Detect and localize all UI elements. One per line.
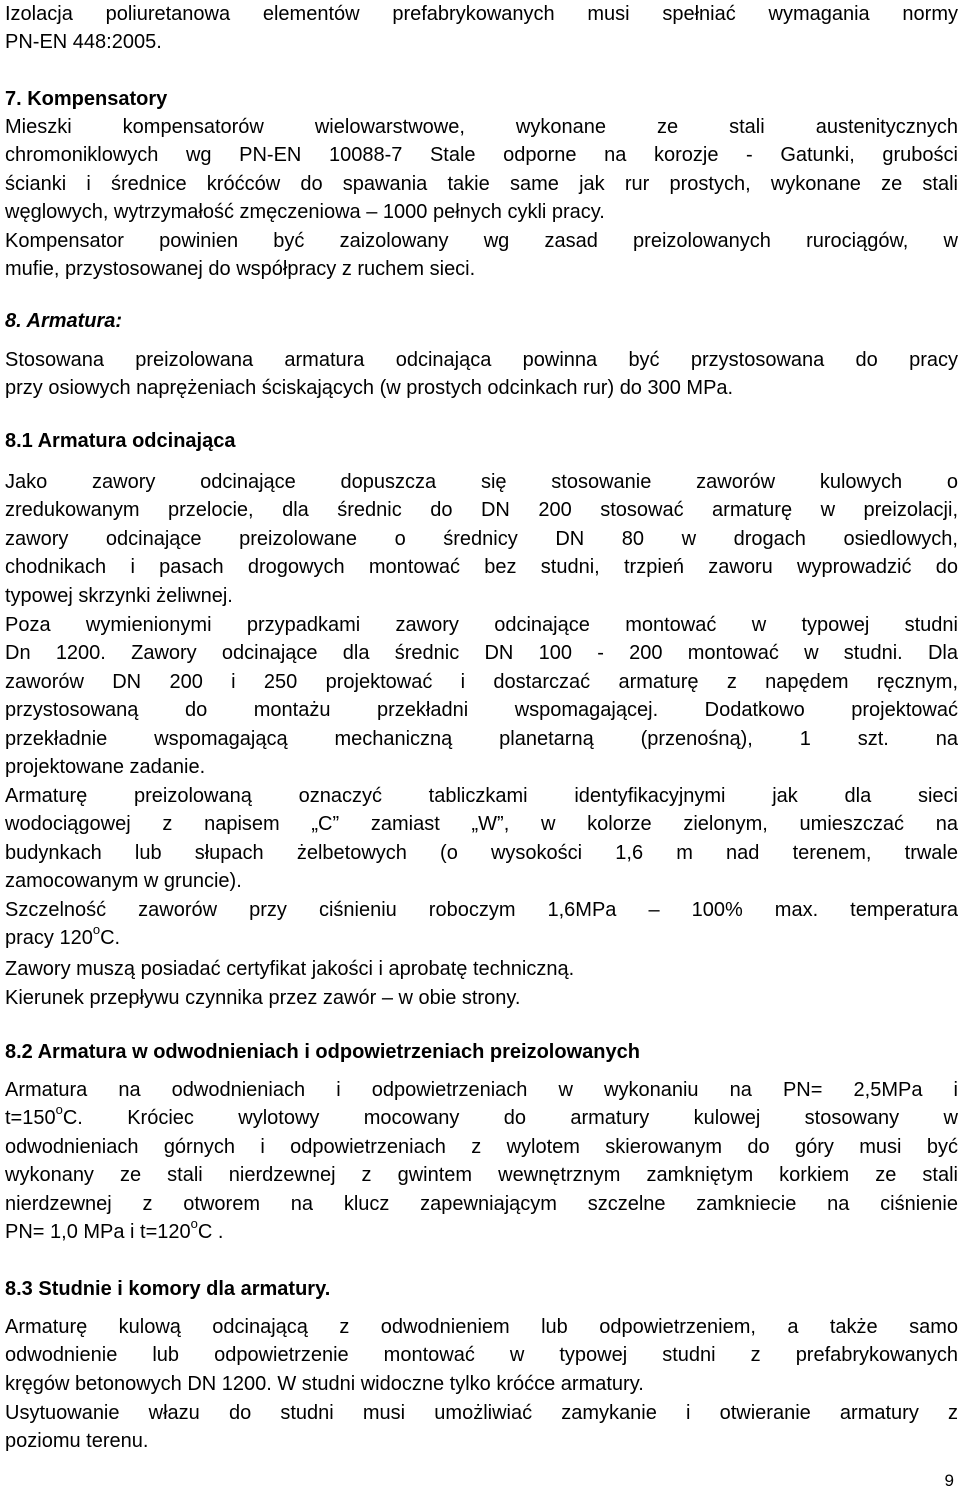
section-8-1-paragraph-3 bbox=[5, 782, 958, 896]
text-line: wykonany ze stali nierdzewnej z gwintem wewnętrznym zamkniętym korkiem ze stali bbox=[5, 1164, 958, 1187]
text-line: Armaturę kulową odcinającą z odwodnieniem lub odpowietrzeniem, a także samo bbox=[5, 1316, 958, 1338]
text-fragment: C. bbox=[100, 927, 121, 950]
text-line: typowej skrzynki żeliwnej. bbox=[5, 584, 233, 607]
text-fragment: PN= 1,0 MPa i t=120 bbox=[5, 1221, 191, 1244]
degree-superscript: o bbox=[55, 1102, 63, 1118]
text-line: Dn 1200. Zawory odcinające dla średnic DN 100 - 200 montować w studni. Dla bbox=[5, 642, 958, 665]
text-line: ścianki i średnice króćców do spawania takie same jak rur prostych, wykonane ze stali bbox=[5, 172, 958, 195]
text-line: zamocowanym w gruncie). bbox=[5, 870, 242, 893]
section-8-1-heading: 8.1 Armatura odcinająca bbox=[5, 430, 236, 452]
section-8-2-heading: 8.2 Armatura w odwodnieniach i odpowietrzeniach preizolowanych bbox=[5, 1041, 640, 1063]
text-line: budynkach lub słupach żelbetowych (o wysokości 1,6 m nad terenem, trwale bbox=[5, 841, 958, 864]
text-line bbox=[5, 1104, 958, 1132]
section-7-paragraph-1 bbox=[5, 113, 958, 227]
text-line: kręgów betonowych DN 1200. W studni widoczne tylko króćce armatury. bbox=[5, 1372, 644, 1395]
section-7-paragraph-2 bbox=[5, 227, 958, 284]
text-line: zredukowanym przelocie, dla średnic do DN 200 stosować armaturę w preizolacji, bbox=[5, 499, 958, 522]
text-line: Armaturę preizolowaną oznaczyć tabliczkami identyfikacyjnymi jak dla sieci bbox=[5, 785, 958, 807]
text-line: projektowane zadanie. bbox=[5, 756, 206, 779]
text-line: Kompensator powinien być zaizolowany wg zasad preizolowanych rurociągów, w bbox=[5, 230, 958, 252]
text-line: mufie, przystosowanej do współpracy z ruchem sieci. bbox=[5, 258, 476, 281]
text-line: Izolacja poliuretanowa elementów prefabrykowanych musi spełniać wymagania normy bbox=[5, 3, 958, 25]
section-8-heading: 8. Armatura: bbox=[5, 310, 123, 332]
degree-superscript: o bbox=[190, 1216, 198, 1232]
page-number: 9 bbox=[944, 1471, 954, 1490]
text-line: Szczelność zaworów przy ciśnieniu roboczym 1,6MPa – 100% max. temperatura bbox=[5, 899, 958, 921]
text-line: Jako zawory odcinające dopuszcza się stosowanie zaworów kulowych o bbox=[5, 471, 958, 493]
text-line: przy osiowych naprężeniach ściskających (w prostych odcinkach rur) do 300 MPa. bbox=[5, 377, 734, 400]
section-8-3-heading: 8.3 Studnie i komory dla armatury. bbox=[5, 1278, 331, 1300]
text-line: nierdzewnej z otworem na klucz zapewniającym szczelne zamkniecie na ciśnienie bbox=[5, 1192, 958, 1215]
text-line: węglowych, wytrzymałość zmęczeniowa – 1000 pełnych cykli pracy. bbox=[5, 201, 605, 224]
section-8-2-paragraph bbox=[5, 1076, 958, 1246]
text-line: przystosowaną do montażu przekładni wspomagającej. Dodatkowo projektować bbox=[5, 699, 958, 722]
degree-superscript: o bbox=[92, 922, 101, 938]
text-line: chodnikach i pasach drogowych montować bez studni, trzpień zaworu wyprowadzić do bbox=[5, 556, 958, 579]
text-line: odwodnieniach górnych i odpowietrzeniach z wylotem skierowanym do góry musi być bbox=[5, 1135, 958, 1158]
text-line: zawory odcinające preizolowane o średnicy DN 80 w drogach osiedlowych, bbox=[5, 527, 958, 550]
text-line: zaworów DN 200 i 250 projektować i dostarczać armaturę z napędem ręcznym, bbox=[5, 670, 958, 693]
text-fragment: C. Króciec wylotowy mocowany do armatury kulowej stosowany w bbox=[62, 1107, 958, 1130]
text-line: odwodnienie lub odpowietrzenie montować w typowej studni z prefabrykowanych bbox=[5, 1344, 958, 1367]
section-8-1-paragraph-6: Kierunek przepływu czynnika przez zawór – w obie strony. bbox=[5, 987, 521, 1009]
text-line: Stosowana preizolowana armatura odcinająca powinna być przystosowana do pracy bbox=[5, 349, 958, 371]
section-8-1-paragraph-4 bbox=[5, 896, 958, 953]
section-7-heading: 7. Kompensatory bbox=[5, 88, 168, 110]
text-line: PN-EN 448:2005. bbox=[5, 31, 162, 54]
text-line: wodociągowej z napisem „C” zamiast „W”, w kolorze zielonym, umieszczać na bbox=[5, 813, 958, 836]
section-8-3-paragraph-1 bbox=[5, 1313, 958, 1398]
text-fragment: C . bbox=[197, 1221, 224, 1244]
intro-paragraph bbox=[5, 0, 958, 57]
text-line: Mieszki kompensatorów wielowarstwowe, wykonane ze stali austenitycznych bbox=[5, 116, 958, 138]
text-fragment: t=150 bbox=[5, 1107, 56, 1130]
section-8-paragraph bbox=[5, 346, 958, 403]
text-line: Armatura na odwodnieniach i odpowietrzeniach w wykonaniu na PN= 2,5MPa i bbox=[5, 1079, 958, 1101]
text-fragment: pracy 120 bbox=[5, 927, 93, 950]
text-line: Poza wymienionymi przypadkami zawory odcinające montować w typowej studni bbox=[5, 614, 958, 636]
text-line: chromoniklowych wg PN-EN 10088-7 Stale odporne na korozje - Gatunki, grubości bbox=[5, 144, 958, 167]
section-8-3-paragraph-2 bbox=[5, 1399, 958, 1456]
text-line bbox=[5, 1218, 958, 1246]
section-8-1-paragraph-2 bbox=[5, 611, 958, 781]
section-8-1-paragraph-1 bbox=[5, 468, 958, 610]
text-line: przekładnie wspomagającą mechaniczną planetarną (przenośną), 1 szt. na bbox=[5, 727, 958, 750]
section-8-1-paragraph-5: Zawory muszą posiadać certyfikat jakości i aprobatę techniczną. bbox=[5, 958, 575, 980]
text-line: Usytuowanie włazu do studni musi umożliwiać zamykanie i otwieranie armatury z bbox=[5, 1402, 958, 1424]
text-line bbox=[5, 924, 958, 952]
text-line: poziomu terenu. bbox=[5, 1430, 149, 1453]
